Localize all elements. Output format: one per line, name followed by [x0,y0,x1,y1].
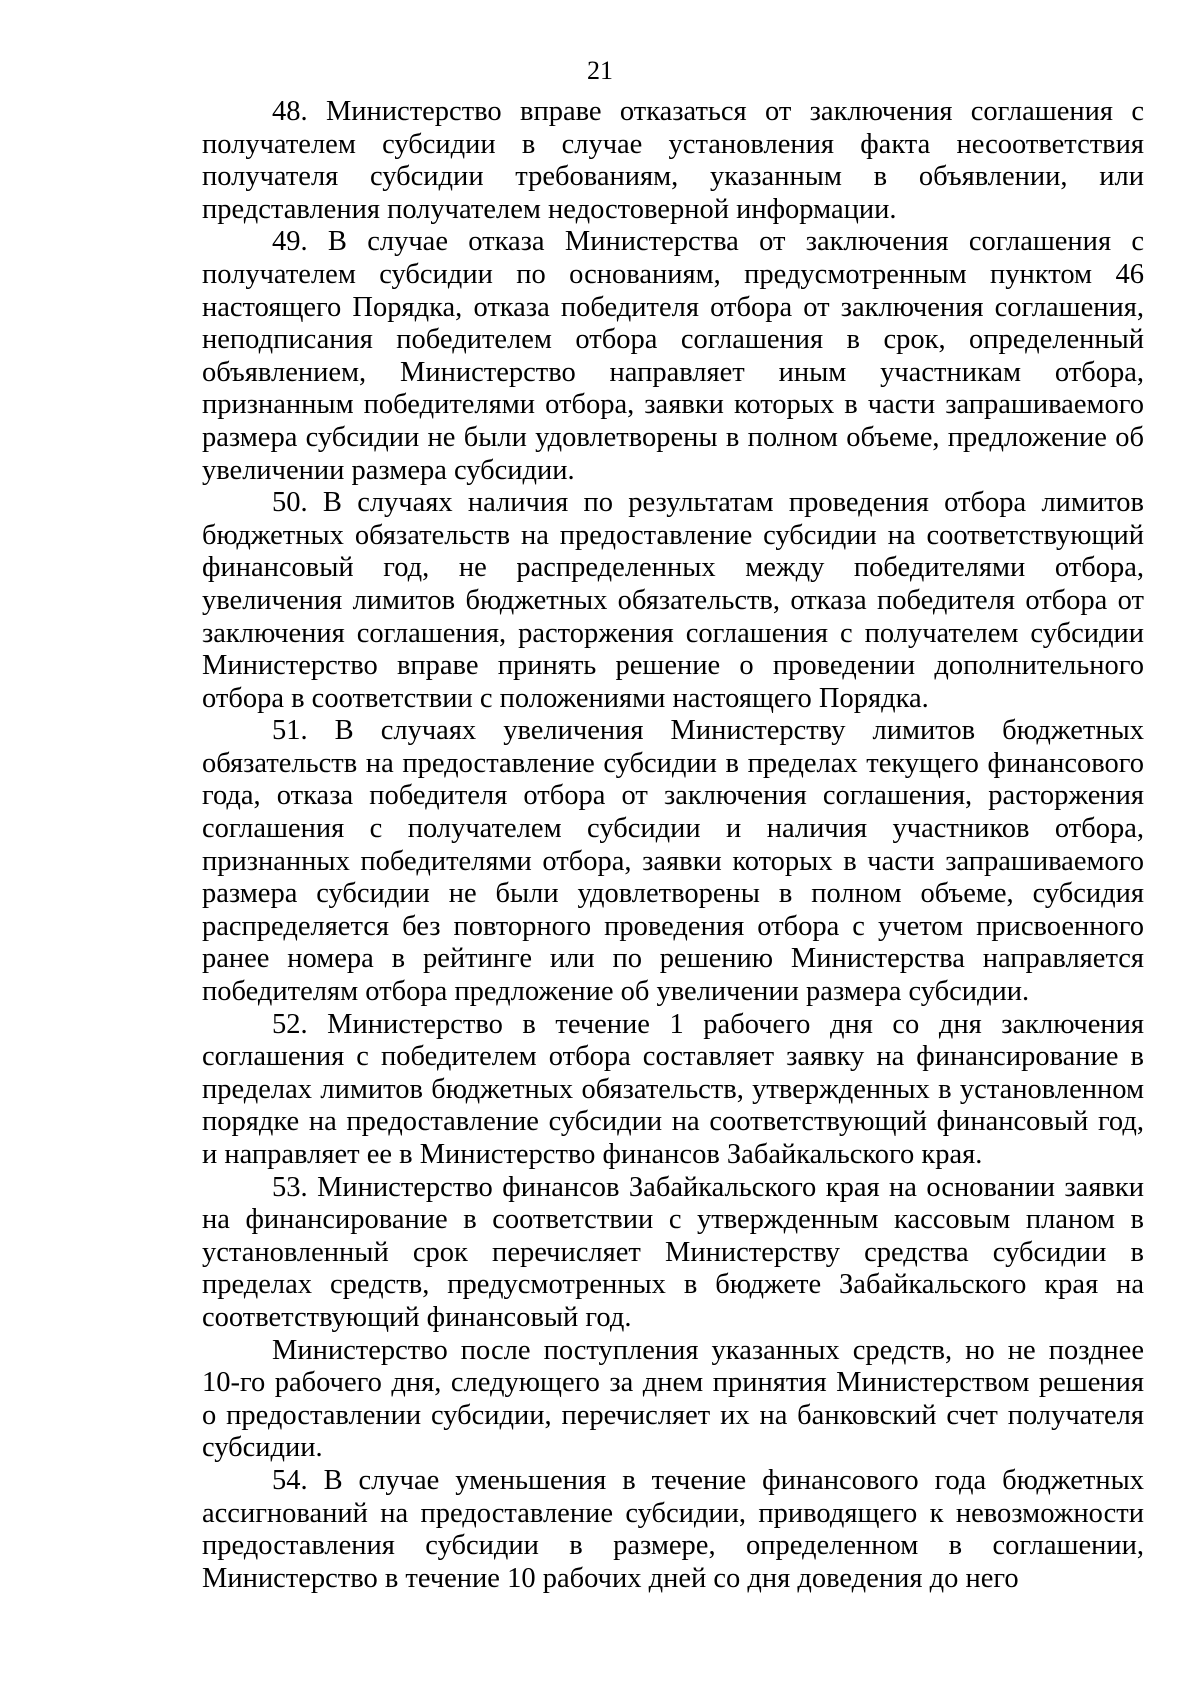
paragraph-54: 54. В случае уменьшения в течение финансового года бюджетных ассигнований на предоставление субсидии, приводящего к невозможности предоставления субсидии в размере, определенном в соглашении, Министерство в течение 10 рабочих дней со дня доведения до него [202,1464,1144,1594]
paragraph-51: 51. В случаях увеличения Министерству лимитов бюджетных обязательств на предоставление субсидии в пределах текущего финансового года, отказа победителя отбора от заключения соглашения, расторжения соглашения с получателем субсидии и наличия участников отбора, признанных победителями отбора, заявки которых в части запрашиваемого размера субсидии не были удовлетворены в полном объеме, субсидия распределяется без повторного проведения отбора с учетом присвоенного ранее номера в рейтинге или по решению Министерства направляется победителям отбора предложение об увеличении размера субсидии. [202,715,1144,1008]
document-body [202,96,1144,1595]
paragraph-53: 53. Министерство финансов Забайкальского края на основании заявки на финансирование в соответствии с утвержденным кассовым планом в установленный срок перечисляет Министерству средства субсидии в пределах средств, предусмотренных в бюджете Забайкальского края на соответствующий финансовый год. [202,1171,1144,1333]
paragraph-52: 52. Министерство в течение 1 рабочего дня со дня заключения соглашения с победителем отбора составляет заявку на финансирование в пределах лимитов бюджетных обязательств, утвержденных в установленном порядке на предоставление субсидии на соответствующий финансовый год, и направляет ее в Министерство финансов Забайкальского края. [202,1008,1144,1170]
paragraph-48: 48. Министерство вправе отказаться от заключения соглашения с получателем субсидии в случае установления факта несоответствия получателя субсидии требованиям, указанным в объявлении, или представления получателем недостоверной информации. [202,96,1144,225]
paragraph-49: 49. В случае отказа Министерства от заключения соглашения с получателем субсидии по основаниям, предусмотренным пунктом 46 настоящего Порядка, отказа победителя отбора от заключения соглашения, неподписания победителем отбора соглашения в срок, определенный объявлением, Министерство направляет иным участникам отбора, признанным победителями отбора, заявки которых в части запрашиваемого размера субсидии не были удовлетворены в полном объеме, предложение об увеличении размера субсидии. [202,226,1144,486]
paragraph-50: 50. В случаях наличия по результатам проведения отбора лимитов бюджетных обязательств на предоставление субсидии на соответствующий финансовый год, не распределенных между победителями отбора, увеличения лимитов бюджетных обязательств, отказа победителя отбора от заключения соглашения, расторжения соглашения с получателем субсидии Министерство вправе принять решение о проведении дополнительного отбора в соответствии с положениями настоящего Порядка. [202,487,1144,714]
page-number: 21 [587,56,613,85]
paragraph-53-continuation: Министерство после поступления указанных средств, но не позднее 10-го рабочего дня, следующего за днем принятия Министерством решения о предоставлении субсидии, перечисляет их на банковский счет получателя субсидии. [202,1334,1144,1464]
